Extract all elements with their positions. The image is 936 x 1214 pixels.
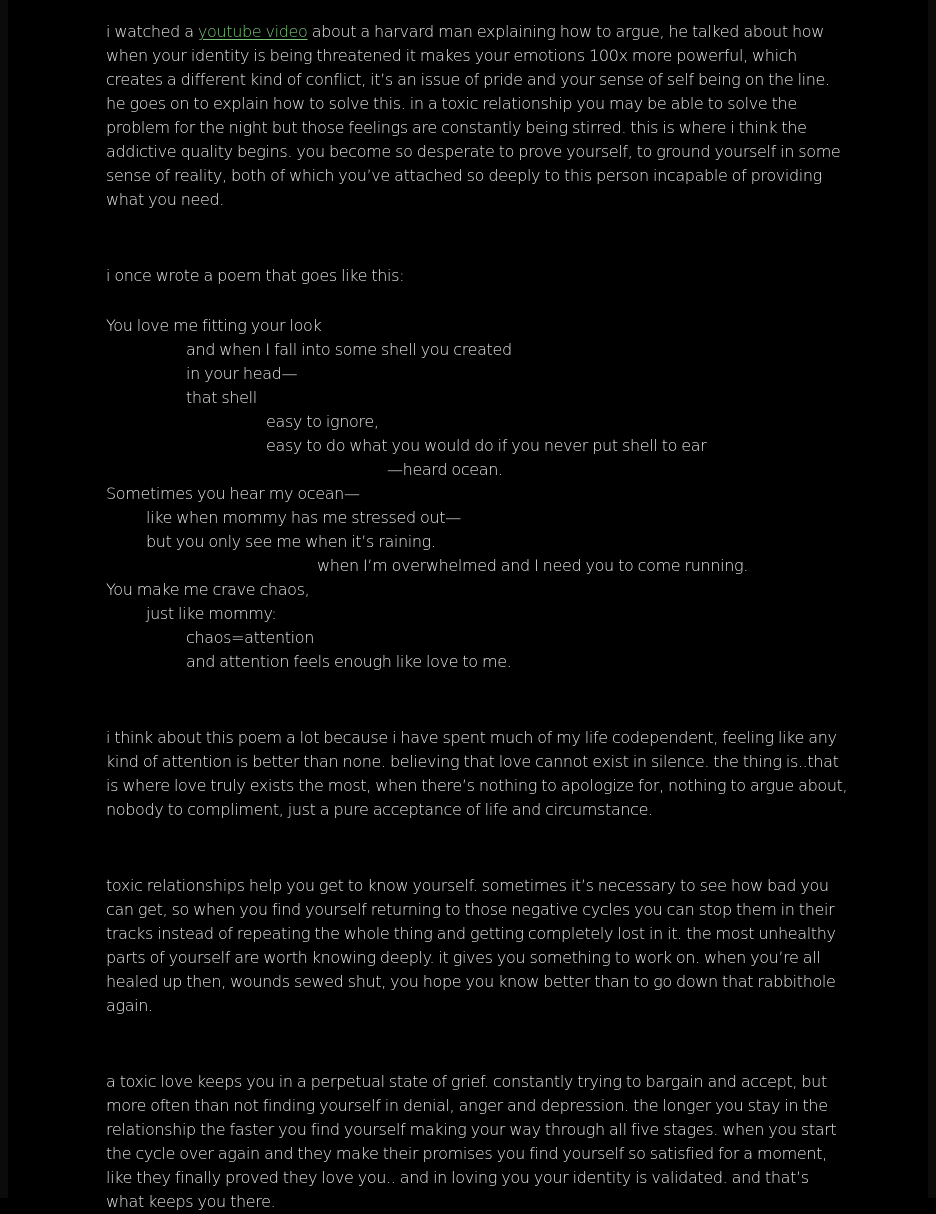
poem bbox=[106, 314, 848, 674]
body-paragraph: toxic relationships help you get to know yourself. sometimes it’s necessary to see how bad you can get, so when you find yourself returning to those negative cycles you can stop them in their tracks instead of repeating the whole thing and getting completely lost in it. the most unhealthy parts of yourself are worth knowing deeply. it gives you something to work on. when you’re all healed up then, wounds sewed shut, you hope you know better than to go down that rabbithole again. bbox=[106, 876, 836, 1015]
poem-intro: i once wrote a poem that goes like this: bbox=[106, 266, 405, 285]
poem-line: like when mommy has me stressed out— bbox=[146, 508, 461, 527]
youtube-video-link[interactable]: youtube video bbox=[197, 22, 308, 41]
spacer bbox=[106, 288, 848, 314]
poem-line: and attention feels enough like love to me. bbox=[186, 652, 512, 671]
article-body bbox=[106, 20, 848, 1214]
body-paragraph: a toxic love keeps you in a perpetual state of grief. constantly trying to bargain and accept, but more often than not finding yourself in denial, anger and depression. the longer you stay in the relationship the faster you find yourself making your way through all five stages. when you start the cycle over again and they make their promises you find yourself so satisfied for a moment, like they finally proved they love you.. and in loving you your identity is validated. and that’s what keeps you there. bbox=[106, 1072, 837, 1211]
poem-line: easy to do what you would do if you never put shell to ear bbox=[266, 436, 707, 455]
poem-line: —heard ocean. bbox=[387, 460, 503, 479]
poem-line: when I’m overwhelmed and I need you to come running. bbox=[317, 556, 749, 575]
poem-line: that shell bbox=[186, 388, 257, 407]
poem-line: chaos=attention bbox=[186, 628, 315, 647]
poem-line: in your head— bbox=[186, 364, 298, 383]
body-paragraph: i think about this poem a lot because i have spent much of my life codependent, feeling like any kind of attention is better than none. believing that love cannot exist in silence. the thing is..that is where love truly exists the most, when there’s nothing to apologize for, nothing to argue about, nobody to compliment, just a pure acceptance of life and circumstance. bbox=[106, 728, 848, 819]
poem-line: just like mommy: bbox=[146, 604, 277, 623]
poem-line: but you only see me when it’s raining. bbox=[146, 532, 436, 551]
spacer bbox=[106, 674, 848, 726]
poem-line: Sometimes you hear my ocean— bbox=[106, 484, 360, 503]
page-edge-right bbox=[928, 0, 936, 1198]
poem-line: You love me fitting your look bbox=[106, 316, 322, 335]
page-edge-left bbox=[0, 0, 8, 1198]
poem-line: and when I fall into some shell you created bbox=[186, 340, 512, 359]
intro-text-after-link: about a harvard man explaining how to argue, he talked about how when your identity is being threatened it makes your emotions 100x more powerful, which creates a different kind of conflict, it’s an issue of pride and your sense of self being on the line. he goes on to explain how to solve this. in a toxic relationship you may be able to solve the problem for the night but those feelings are constantly being stirred. this is where i think the addictive quality begins. you become so desperate to prove yourself, to ground yourself in some sense of reality, both of which you’ve attached so deeply to this person incapable of providing what you need. bbox=[106, 22, 841, 209]
poem-line: easy to ignore, bbox=[266, 412, 379, 431]
poem-line: You make me crave chaos, bbox=[106, 580, 310, 599]
intro-paragraph bbox=[106, 20, 848, 212]
spacer bbox=[106, 822, 848, 874]
spacer bbox=[106, 212, 848, 264]
intro-text-before-link: i watched a bbox=[106, 22, 198, 41]
spacer bbox=[106, 1018, 848, 1070]
